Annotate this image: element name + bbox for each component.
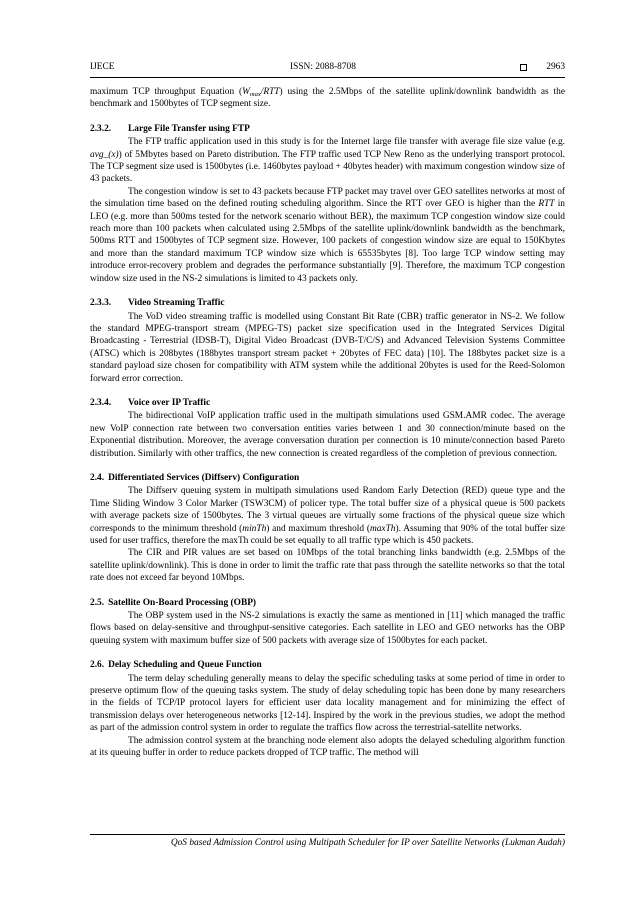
paragraph: The VoD video streaming traffic is modelled using Constant Bit Rate (CBR) traffic generator in NS-2. We follow the standard MPEG-transport stream (MPEG-TS) packet size specification used in the Integrated Services Digital Broadcasting - Terrestrial (IDSB-T), Digital Video Broadcast (DVB-T/C/S) and Advanced Television Systems Committee (ATSC) which is 208bytes (188bytes transport stream packet + 20bytes of FEC data) [10]. The 188bytes packet size is a standard payload size chosen for compatibility with ATM system while the additional 20bytes is used for the Reed-Solomon forward error correction. [90, 311, 565, 384]
paragraph: The CIR and PIR values are set based on 10Mbps of the total branching links bandwidth (e.g. 2.5Mbps of the satellite uplink/downlink). This is done in order to limit the traffic rate that pass through the satellite networks so that the total rate does not exceed far beyond 10Mbps. [90, 548, 565, 584]
section-heading-2-3-3: 2.3.3. Video Streaming Traffic [90, 298, 225, 309]
box-icon [520, 64, 527, 71]
section-heading-2-3-4: 2.3.4. Voice over IP Traffic [90, 397, 211, 408]
section-heading-2-5: 2.5. Satellite On-Board Processing (OBP) [90, 597, 257, 608]
section-heading-2-6: 2.6. Delay Scheduling and Queue Function [90, 660, 262, 671]
paragraph: The FTP traffic application used in this study is for the Internet large file transfer with average file size value (e.g. avg_(x)) of 5Mbytes based on Pareto distribution. The FTP traffic used TCP New Reno as the underlying transport protocol. The TCP segment size used is 1500bytes (i.e. 1460bytes payload + 40bytes header) with maximum congestion window size of 43 packets. [90, 137, 565, 185]
paragraph: The admission control system at the branching node element also adopts the delayed scheduling algorithm function at its queuing buffer in order to reduce packets dropped of TCP traffic. The method will [90, 735, 565, 759]
journal-name: IJECE [90, 62, 115, 72]
paragraph: The bidirectional VoIP application traffic used in the multipath simulations used GSM.AMR codec. The average new VoIP connection rate between two conversation entities varies between 1 and 30 connection/minute based on the Exponential distribution. Moreover, the average conversation duration per connection is 10 minute/connection based Pareto distribution. Similarly with other traffics, the new connection is created regardless of the completion of previous connection. [90, 411, 565, 459]
issn: ISSN: 2088-8708 [290, 62, 356, 72]
running-footer: QoS based Admission Control using Multipath Scheduler for IP over Satellite Networks (Lukman Audah) [170, 838, 565, 848]
paragraph: The term delay scheduling generally means to delay the specific scheduling tasks at some period of time in order to preserve optimum flow of the queuing tasks system. The study of delay scheduling topic has been done by many researchers in the fields of TCP/IP protocol layers for efficient user data locality management and for minimizing the effect of transmission delays over heterogeneous networks [12-14]. Inspired by the work in the previous studies, we adopt the method as part of the admission control system in order to regulate the traffics flow across the terrestrial-satellite networks. [90, 673, 565, 734]
paragraph: The OBP system used in the NS-2 simulations is exactly the same as mentioned in [11] which managed the traffic flows based on delay-sensitive and throughput-sensitive categories. Each satellite in LEO and GEO networks has the OBP queuing system with maximum buffer size of 500 packets with average size of 1500bytes for each packet. [90, 611, 565, 646]
paragraph: The Diffserv queuing system in multipath simulations used Random Early Detection (RED) queue type and the Time Sliding Window 3 Color Marker (TSW3CM) of policer type. The total buffer size of a physical queue is 500 packets with average packets size of 1500bytes. The 3 virtual queues are virtually some fractions of the physical queue size which corresponds to the minimum threshold (minTh) and maximum threshold (maxTh). Assuming that 90% of the total buffer size used for user traffics, therefore the maxTh could be set equally to all traffic type which is 450 packets. [90, 486, 565, 546]
page-number: 2963 [546, 62, 565, 72]
intro-paragraph: maximum TCP throughput Equation $(W_{max}/RTT)$ using the 2.5Mbps of the satellite uplink/downlink bandwidth as the benchmark and 1500bytes of TCP segment size. [90, 87, 565, 110]
footer-rule [90, 834, 565, 835]
section-heading-2-3-2: 2.3.2. Large File Transfer using FTP [90, 123, 250, 134]
paragraph: The congestion window is set to 43 packets because FTP packet may travel over GEO satellites networks at most of the simulation time based on the defined routing scheduling algorithm. Since the RTT over GEO is higher than the RTT in LEO (e.g. more than 500ms tested for the network scenario without BER), the maximum TCP congestion window size could reach more than 100 packets when calculated using 2.5Mbps of the satellite uplink/downlink bandwidth as the benchmark, 500ms RTT and 1500bytes of TCP segment size. However, 100 packets of congestion window size are equal to 150Kbytes and more than the standard maximum TCP window size which is 65535bytes [8]. Too large TCP window setting may introduce error-recovery problem and degrades the performance substantially [9]. Therefore, the maximum TCP congestion window size used in the NS-2 simulations is limited to 43 packets only. [90, 186, 565, 284]
section-heading-2-4: 2.4. Differentiated Services (Diffserv) Configuration [90, 472, 300, 483]
article-body [90, 86, 565, 760]
page-header [90, 62, 565, 76]
header-rule [90, 77, 565, 78]
